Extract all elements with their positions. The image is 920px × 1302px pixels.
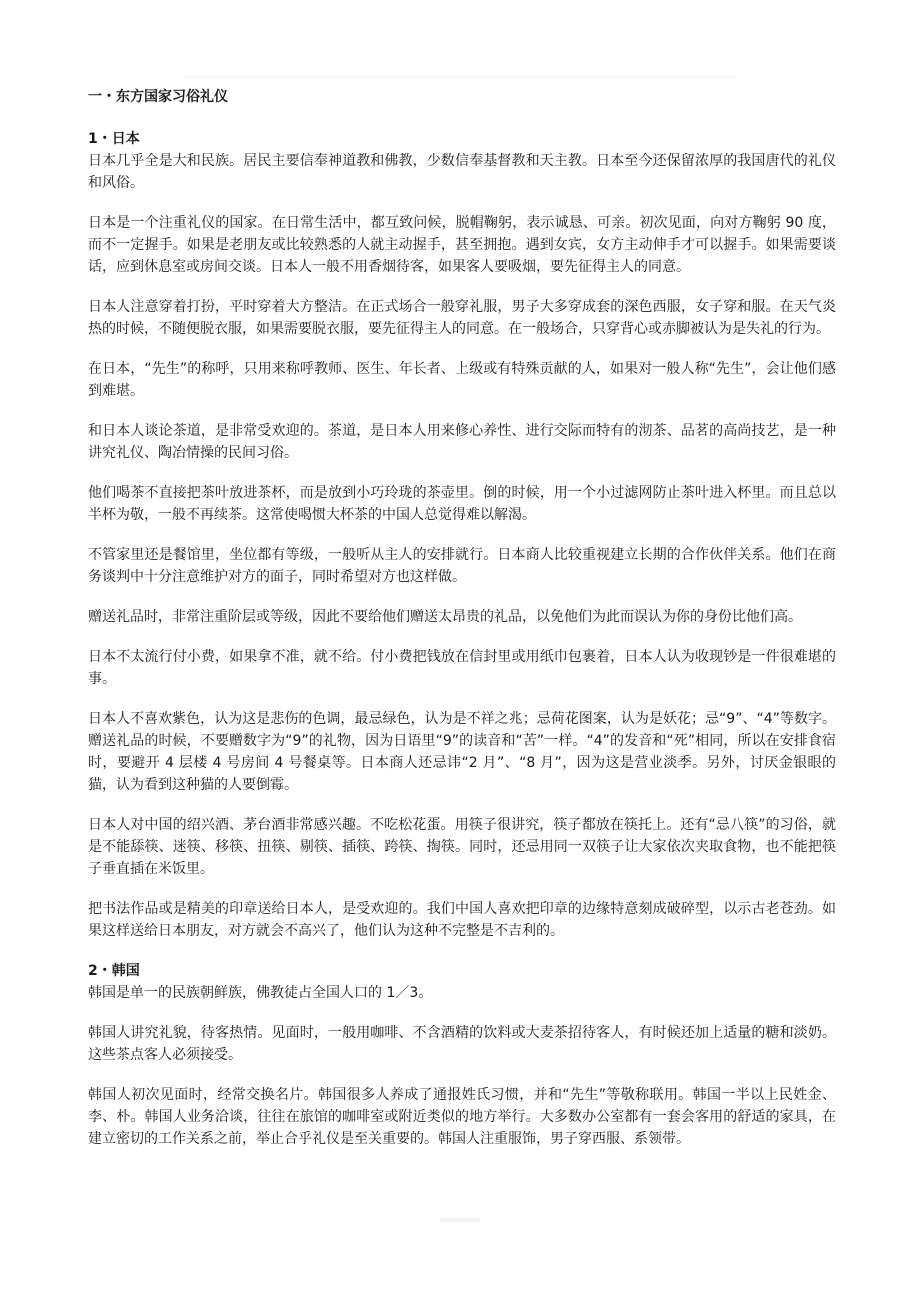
paragraph: 把书法作品或是精美的印章送给日本人，是受欢迎的。我们中国人喜欢把印章的边缘特意刻成破碎型，以示古老苍劲。如果这样送给日本朋友，对方就会不高兴了，他们认为这种不完整是不吉利的。 <box>88 901 836 939</box>
paragraph: 日本不太流行付小费，如果拿不准，就不给。付小费把钱放在信封里或用纸巾包裹着，日本人认为收现钞是一件很难堪的事。 <box>88 649 836 687</box>
section-heading-japan: 1・日本 <box>88 131 140 147</box>
footer-mark <box>440 1218 480 1222</box>
paragraph: 日本是一个注重礼仪的国家。在日常生活中，都互致问候，脱帽鞠躬，表示诚恳、可亲。初次见面，向对方鞠躬 90 度，而不一定握手。如果是老朋友或比较熟悉的人就主动握手，甚至拥抱。遇到女宾，女方主动伸手才可以握手。如果需要谈话，应到休息室或房间交谈。日本人一般不用香烟待客，如果客人要吸烟，要先征得主人的同意。 <box>88 215 836 275</box>
section-korea <box>88 960 836 1150</box>
paragraph: 赠送礼品时，非常注重阶层或等级，因此不要给他们赠送太昂贵的礼品，以免他们为此而误认为你的身份比他们高。 <box>88 609 802 625</box>
paragraph: 不管家里还是餐馆里，坐位都有等级，一般听从主人的安排就行。日本商人比较重视建立长期的合作伙伴关系。他们在商务谈判中十分注意维护对方的面子，同时希望对方也这样做。 <box>88 547 836 585</box>
paragraph: 他们喝茶不直接把茶叶放进茶杯，而是放到小巧玲珑的茶壶里。倒的时候，用一个小过滤网防止茶叶进入杯里。而且总以半杯为敬，一般不再续茶。这常使喝惯大杯茶的中国人总觉得难以解渴。 <box>88 485 836 523</box>
paragraph: 日本人注意穿着打扮，平时穿着大方整洁。在正式场合一般穿礼服，男子大多穿成套的深色西服，女子穿和服。在天气炎热的时候，不随便脱衣服，如果需要脱衣服，要先征得主人的同意。在一般场合，只穿背心或赤脚被认为是失礼的行为。 <box>88 299 836 337</box>
paragraph: 在日本，“先生”的称呼，只用来称呼教师、医生、年长者、上级或有特殊贡献的人，如果对一般人称“先生”，会让他们感到难堪。 <box>88 361 836 399</box>
header-rule <box>184 76 736 77</box>
section-japan <box>88 128 836 942</box>
document-body <box>88 86 836 1168</box>
paragraph: 韩国是单一的民族朝鲜族，佛教徒占全国人口的 1／3。 <box>88 985 433 1001</box>
section-heading-korea: 2・韩国 <box>88 963 140 979</box>
paragraph: 日本人不喜欢紫色，认为这是悲伤的色调，最忌绿色，认为是不祥之兆；忌荷花图案，认为是妖花；忌“9”、“4”等数字。赠送礼品的时候，不要赠数字为“9”的礼物，因为日语里“9”的读音和“苦”一样。“4”的发音和“死”相同，所以在安排食宿时，要避开 4 层楼 4 号房间 4 号餐桌等。日本商人还忌讳“2 月”、“8 月”，因为这是营业淡季。另外，讨厌金银眼的猫，认为看到这种猫的人要倒霉。 <box>88 711 836 793</box>
paragraph: 和日本人谈论茶道，是非常受欢迎的。茶道，是日本人用来修心养性、进行交际而特有的沏茶、品茗的高尚技艺，是一种讲究礼仪、陶冶情操的民间习俗。 <box>88 423 836 461</box>
main-heading: 一・东方国家习俗礼仪 <box>88 89 228 105</box>
paragraph: 日本人对中国的绍兴酒、茅台酒非常感兴趣。不吃松花蛋。用筷子很讲究，筷子都放在筷托上。还有“忌八筷”的习俗，就是不能舔筷、迷筷、移筷、扭筷、剔筷、插筷、跨筷、掏筷。同时，还忌用同一双筷子让大家依次夹取食物，也不能把筷子垂直插在米饭里。 <box>88 817 836 877</box>
paragraph: 韩国人初次见面时，经常交换名片。韩国很多人养成了通报姓氏习惯，并和“先生”等敬称联用。韩国一半以上民姓金、李、朴。韩国人业务洽谈，往往在旅馆的咖啡室或附近类似的地方举行。大多数办公室都有一套会客用的舒适的家具，在建立密切的工作关系之前，举止合乎礼仪是至关重要的。韩国人注重服饰，男子穿西服、系领带。 <box>88 1087 836 1147</box>
paragraph: 韩国人讲究礼貌，待客热情。见面时，一般用咖啡、不含酒精的饮料或大麦茶招待客人，有时候还加上适量的糖和淡奶。这些茶点客人必须接受。 <box>88 1025 836 1063</box>
paragraph: 日本几乎全是大和民族。居民主要信奉神道教和佛教，少数信奉基督教和天主教。日本至今还保留浓厚的我国唐代的礼仪和风俗。 <box>88 153 836 191</box>
